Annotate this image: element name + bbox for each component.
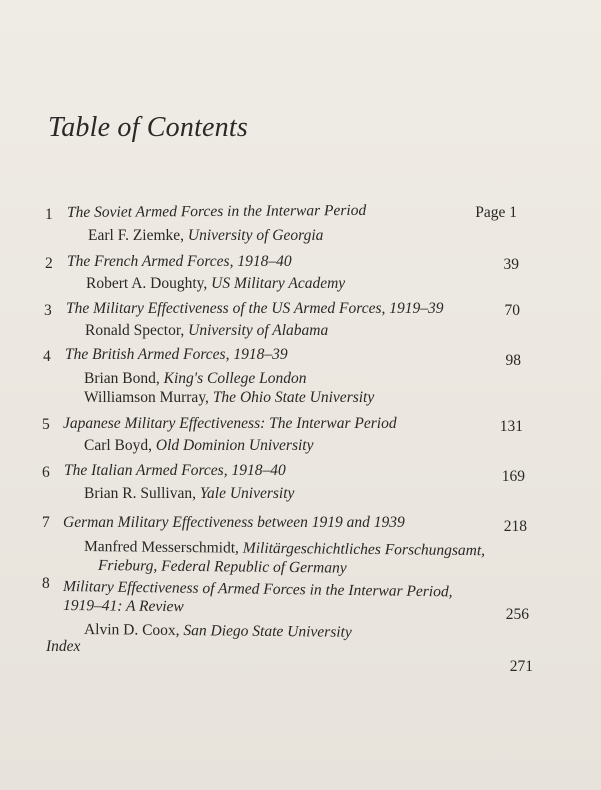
entry-page-number: 169 [501,468,525,485]
entry-title: The Italian Armed Forces, 1918–40 [64,462,286,479]
entry-page-number: 256 [505,606,529,623]
entry-number: 4 [43,348,51,365]
entry-page-number: 1 [509,204,517,221]
entry-author: Robert A. Doughty, US Military Academy [86,275,346,292]
page-title: Table of Contents [48,112,248,143]
entry-author: Earl F. Ziemke, University of Georgia [88,227,324,244]
entry-page-number: 39 [503,256,519,273]
entry-author: Brian R. Sullivan, Yale University [84,485,295,502]
entry-title-continued: 1919–41: A Review [62,597,184,616]
entry-number: 6 [42,464,50,481]
entry-author: Brian Bond, King's College London [84,370,307,387]
entry-author: Manfred Messerschmidt, Militärgeschichtliches Forschungsamt, [83,538,486,560]
entry-author: Ronald Spector, University of Alabama [85,322,329,339]
entry-title: Military Effectiveness of Armed Forces in the Interwar Period, [62,578,453,601]
entry-title: The French Armed Forces, 1918–40 [67,253,292,270]
index-page-number: 271 [509,658,533,675]
entry-number: 3 [44,302,52,319]
entry-title: The Military Effectiveness of the US Armed Forces, 1919–39 [66,300,444,317]
entry-page-number: 218 [503,518,527,535]
entry-page-number: 70 [504,302,520,319]
entry-title: German Military Effectiveness between 1919 and 1939 [63,514,405,531]
entry-title: Japanese Military Effectiveness: The Interwar Period [63,415,397,432]
entry-author: Williamson Murray, The Ohio State University [84,389,375,406]
entry-author: Frieburg, Federal Republic of Germany [97,557,347,577]
entry-number: 8 [42,575,50,592]
entry-title: The British Armed Forces, 1918–39 [65,346,288,363]
entry-number: 5 [42,416,50,433]
entry-number: 1 [45,206,53,223]
index-label: Index [46,638,81,655]
entry-page-number: 98 [505,352,521,369]
entry-number: 2 [45,255,53,272]
entry-page-number: 131 [499,418,523,435]
entry-number: 7 [42,514,50,531]
entry-page [475,204,517,222]
page-prefix: Page [475,204,506,221]
entry-author: Carl Boyd, Old Dominion University [84,437,314,454]
entry-title: The Soviet Armed Forces in the Interwar Period [66,201,367,221]
entry-author: Alvin D. Coox, San Diego State University [83,621,352,641]
